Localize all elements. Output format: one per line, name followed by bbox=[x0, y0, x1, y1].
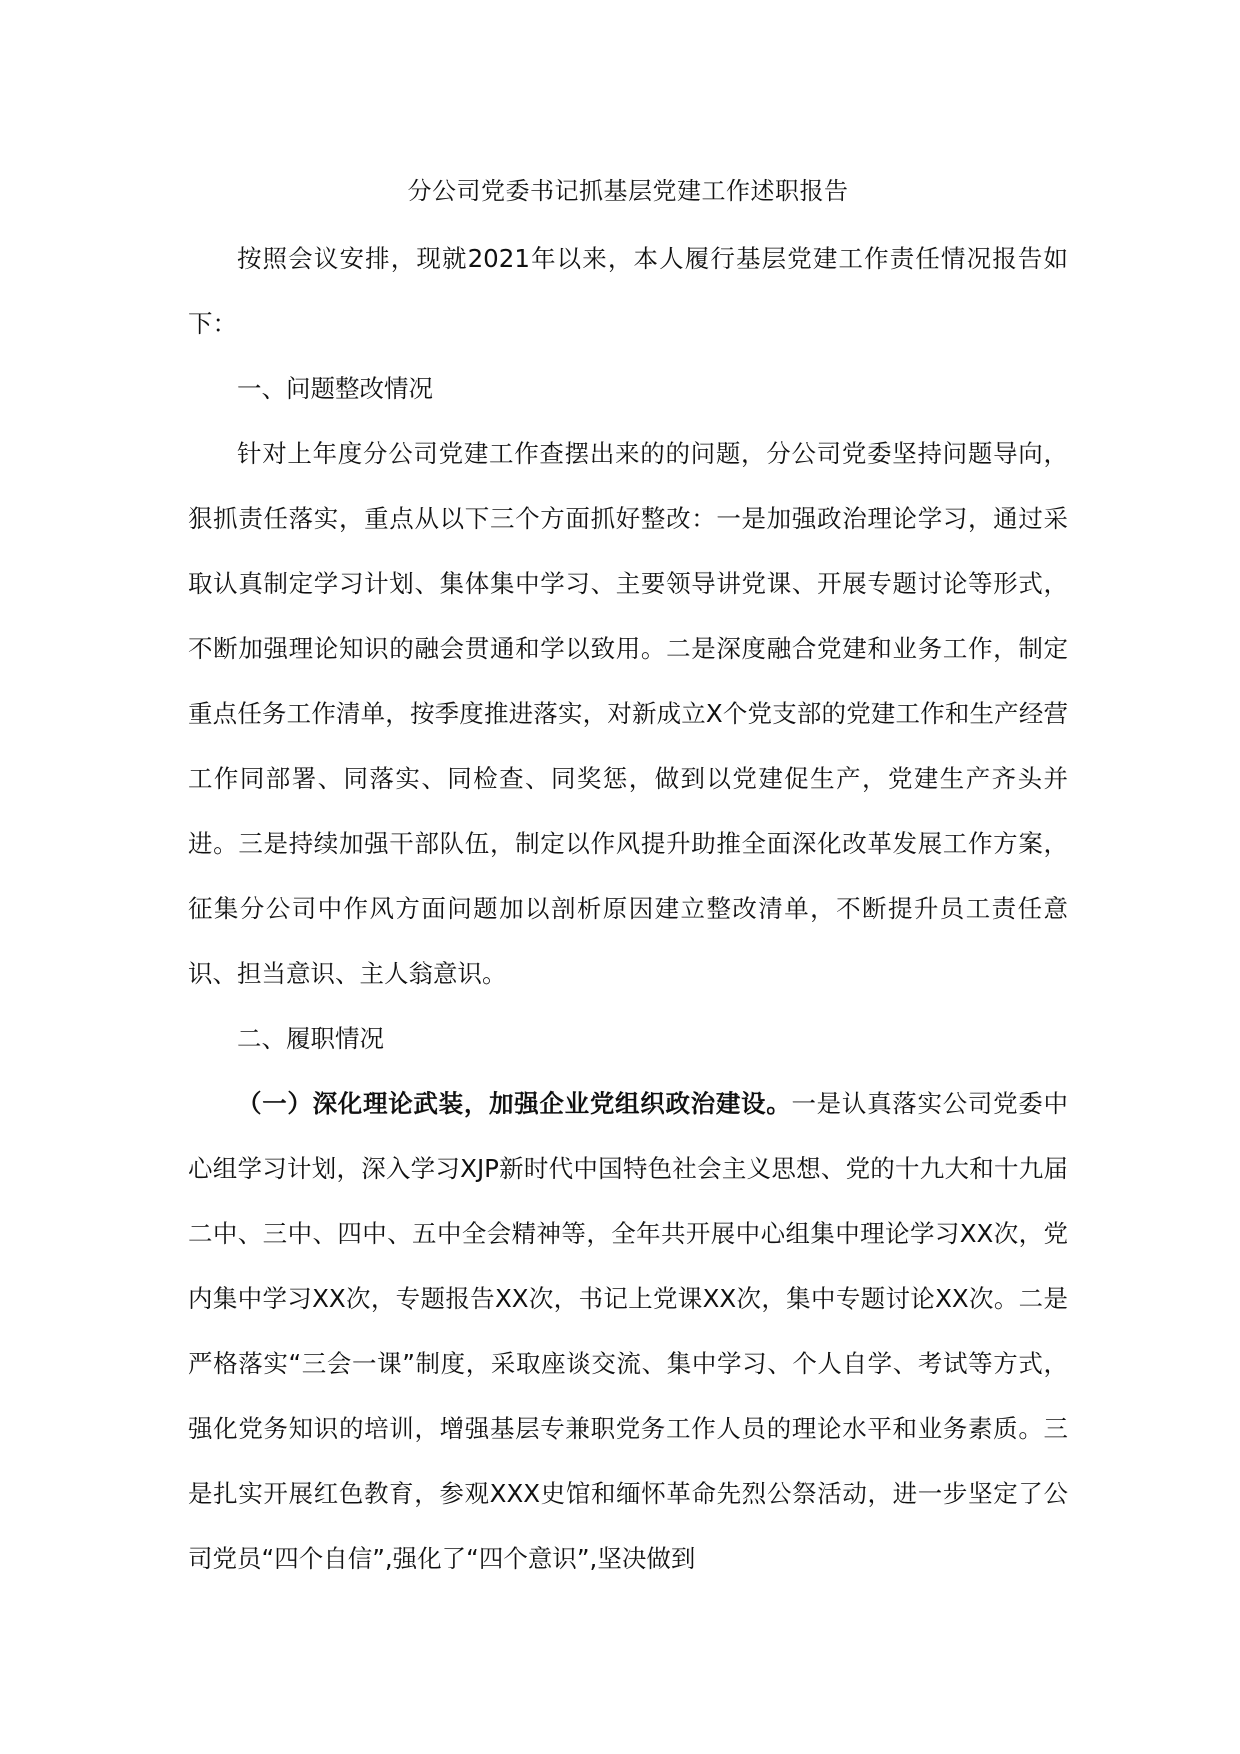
document-page bbox=[188, 176, 1068, 1591]
section-1-body: 针对上年度分公司党建工作查摆出来的的问题，分公司党委坚持问题导向，狠抓责任落实，重点从以下三个方面抓好整改：一是加强政治理论学习，通过采取认真制定学习计划、集体集中学习、主要领导讲党课、开展专题讨论等形式，不断加强理论知识的融会贯通和学以致用。二是深度融合党建和业务工作，制定重点任务工作清单，按季度推进落实，对新成立X个党支部的党建工作和生产经营工作同部署、同落实、同检查、同奖惩，做到以党建促生产，党建生产齐头并进。三是持续加强干部队伍，制定以作风提升助推全面深化改革发展工作方案，征集分公司中作风方面问题加以剖析原因建立整改清单，不断提升员工责任意识、担当意识、主人翁意识。 bbox=[188, 439, 1068, 988]
section-2-sub-1-paragraph bbox=[188, 1071, 1068, 1591]
intro-paragraph: 按照会议安排，现就2021年以来，本人履行基层党建工作责任情况报告如下： bbox=[188, 244, 1068, 338]
section-1-heading: 一、问题整改情况 bbox=[237, 374, 433, 403]
section-2-sub-1-body: 一是认真落实公司党委中心组学习计划，深入学习XJP新时代中国特色社会主义思想、党的十九大和十九届二中、三中、四中、五中全会精神等，全年共开展中心组集中理论学习XX次，党内集中学习XX次，专题报告XX次，书记上党课XX次，集中专题讨论XX次。二是严格落实“三会一课”制度，采取座谈交流、集中学习、个人自学、考试等方式，强化党务知识的培训，增强基层专兼职党务工作人员的理论水平和业务素质。三是扎实开展红色教育，参观XXX史馆和缅怀革命先烈公祭活动，进一步坚定了公司党员“四个自信”,强化了“四个意识”,坚决做到 bbox=[188, 1089, 1068, 1573]
section-2-sub-1-heading: （一）深化理论武装，加强企业党组织政治建设。 bbox=[237, 1089, 792, 1118]
section-2-heading: 二、履职情况 bbox=[237, 1024, 384, 1053]
document-title: 分公司党委书记抓基层党建工作述职报告 bbox=[407, 177, 849, 205]
